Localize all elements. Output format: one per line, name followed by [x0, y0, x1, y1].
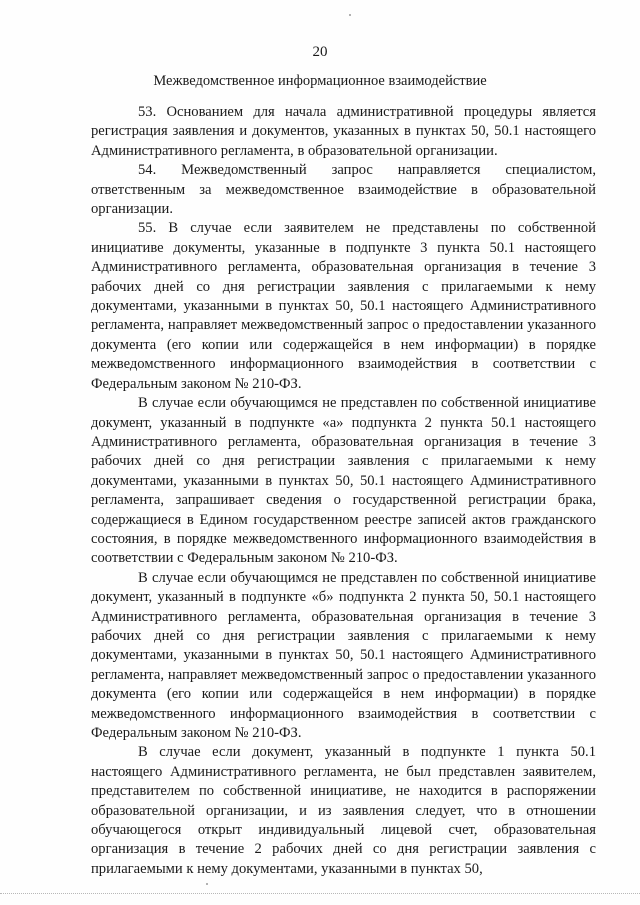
page-number: 20 — [312, 44, 328, 60]
section-title: Межведомственное информационное взаимодействие — [153, 73, 487, 89]
document-body — [91, 103, 596, 879]
paragraph-personal-account: В случае если документ, указанный в подпункте 1 пункта 50.1 настоящего Административного регламента, не был представлен заявителем, представителем по собственной инициативе, не находится в распоряжении образовательной организации, и из заявления следует, что в отношении обучающегося открыт индивидуальный лицевой счет, образовательная организация в течение 2 рабочих дней со дня регистрации заявления с прилагаемыми к нему документами, указанными в пунктах 50, — [91, 744, 596, 877]
page-bottom-edge — [0, 893, 640, 894]
paragraph-55: 55. В случае если заявителем не представлены по собственной инициативе документы, указанные в подпункте 3 пункта 50.1 настоящего Административного регламента, образовательная организация в течение 3 рабочих дней со дня регистрации заявления с прилагаемыми к нему документами, указанными в пунктах 50, 50.1 настоящего Административного регламента, направляет межведомственный запрос о предоставлении указанного документа (его копии или содержащейся в нем информации) в порядке межведомственного информационного взаимодействия в соответствии с Федеральным законом № 210-ФЗ. — [91, 220, 596, 392]
scan-speck — [206, 883, 208, 885]
paragraph-subpoint-b: В случае если обучающимся не представлен по собственной инициативе документ, указанный в подпункте «б» подпункта 2 пункта 50, 50.1 настоящего Административного регламента, образовательная организация в течение 3 рабочих дней со дня регистрации заявления с прилагаемыми к нему документами, указанными в пунктах 50, 50.1 настоящего Административного регламента, направляет межведомственный запрос о предоставлении указанного документа (его копии или содержащейся в нем информации) в порядке межведомственного информационного взаимодействия в соответствии с Федеральным законом № 210-ФЗ. — [91, 569, 596, 741]
paragraph-53: 53. Основанием для начала административной процедуры является регистрация заявления и документов, указанных в пунктах 50, 50.1 настоящего Административного регламента, в образовательной организации. — [91, 104, 596, 159]
paragraph-54: 54. Межведомственный запрос направляется специалистом, ответственным за межведомственное взаимодействие в образовательной организации. — [91, 162, 596, 218]
scan-speck — [349, 14, 351, 16]
paragraph-marriage-registration: В случае если обучающимся не представлен по собственной инициативе документ, указанный в подпункте «а» подпункта 2 пункта 50.1 настоящего Административного регламента, образовательная организация в течение 3 рабочих дней со дня регистрации заявления с прилагаемыми к нему документами, указанными в пунктах 50, 50.1 настоящего Административного регламента, запрашивает сведения о государственной регистрации брака, содержащиеся в Едином государственном реестре записей актов гражданского состояния, в порядке межведомственного информационного взаимодействия в соответствии с Федеральным законом № 210-ФЗ. — [91, 395, 596, 567]
